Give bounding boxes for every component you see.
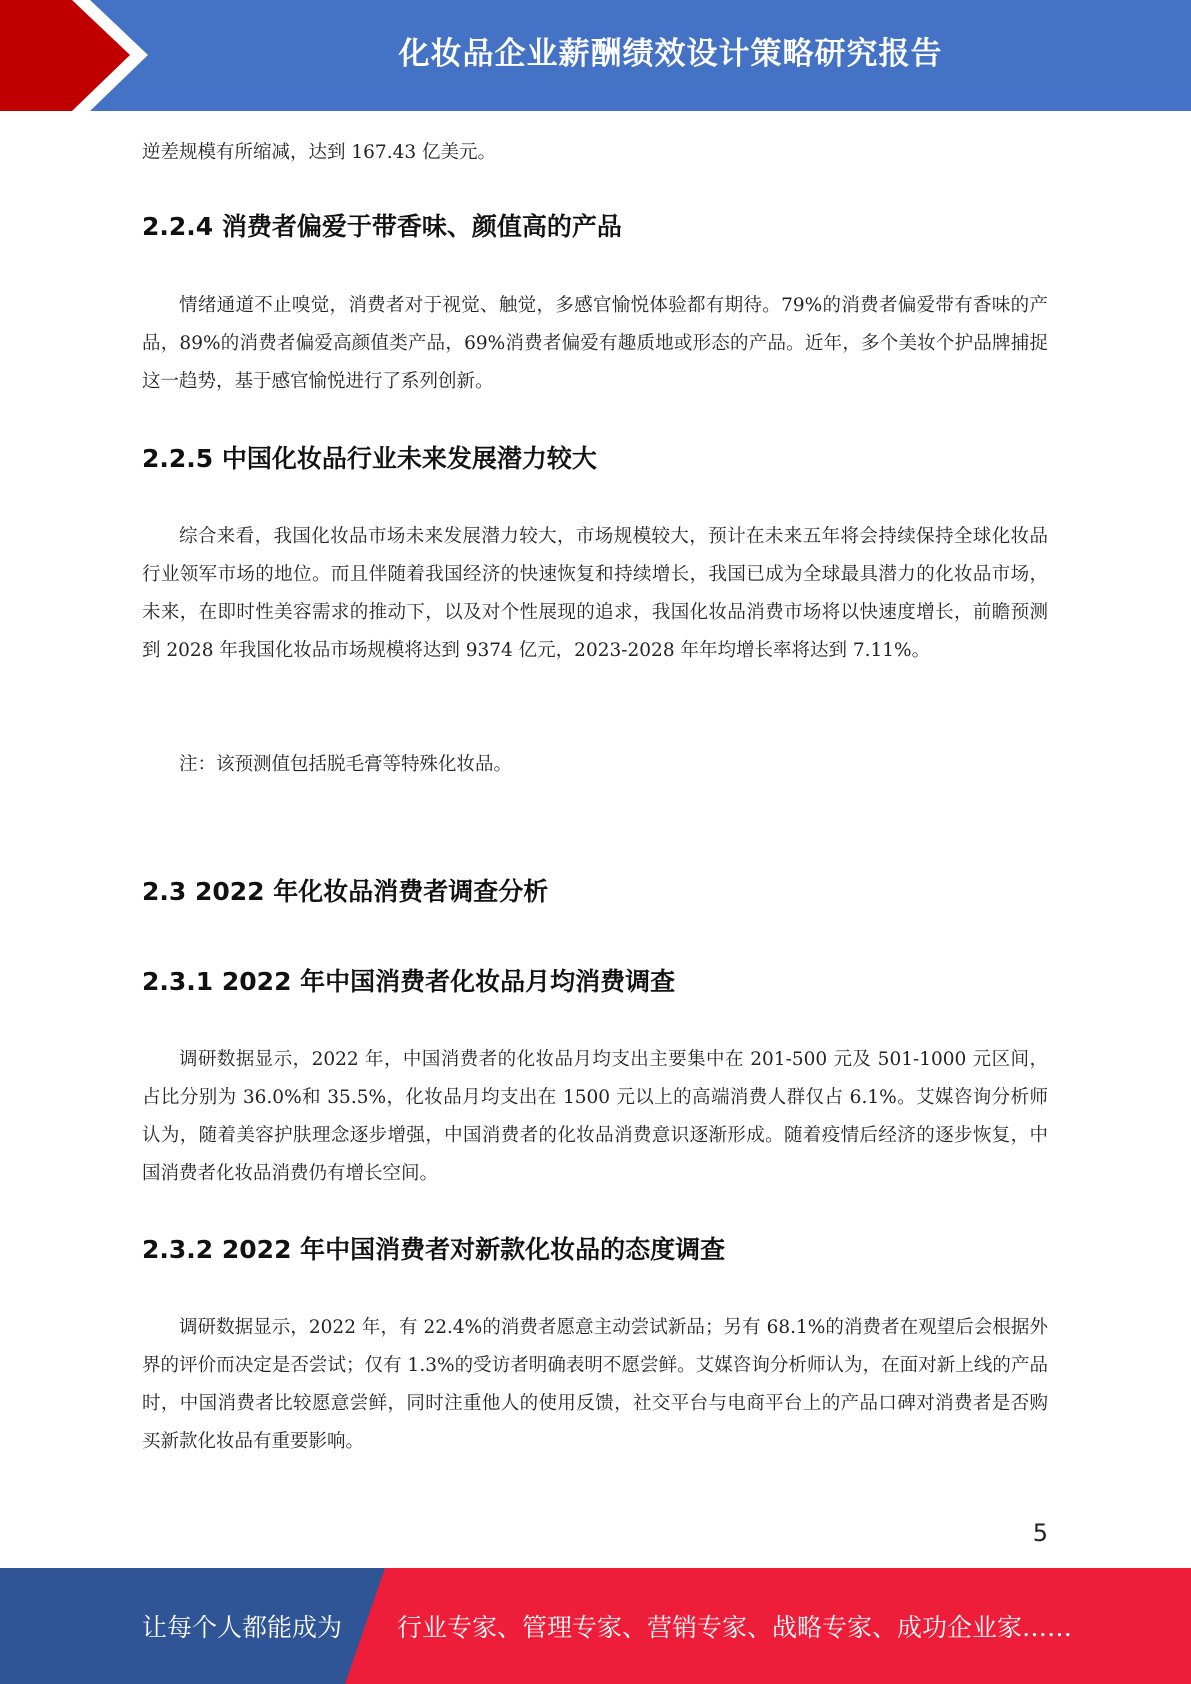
page-number: 5 <box>1032 1519 1048 1547</box>
paragraph-note: 注：该预测值包括脱毛膏等特殊化妆品。 <box>179 754 513 775</box>
heading-2-3: 2.3 2022 年化妆品消费者调查分析 <box>142 877 549 906</box>
footer-slogan-right: 行业专家、管理专家、营销专家、战略专家、成功企业家…… <box>397 1613 1073 1642</box>
header-title: 化妆品企业薪酬绩效设计策略研究报告 <box>398 35 943 72</box>
paragraph-intro: 逆差规模有所缩减，达到 167.43 亿美元。 <box>142 142 496 163</box>
paragraph-2-3-2: 调研数据显示，2022 年，有 22.4%的消费者愿意主动尝试新品；另有 68.1%的消费者在观望后会根据外界的评价而决定是否尝试；仅有 1.3%的受访者明确表明不愿尝鲜。艾媒咨询分析师认为，在面对新上线的产品时，中国消费者比较愿意尝鲜，同时注重他人的使用反馈，社交平台与电商平台上的产品口碑对消费者是否购买新款化妆品有重要影响。 <box>142 1317 1048 1452</box>
paragraph-2-2-4: 情绪通道不止嗅觉，消费者对于视觉、触觉，多感官愉悦体验都有期待。79%的消费者偏爱带有香味的产品，89%的消费者偏爱高颜值类产品，69%消费者偏爱有趣质地或形态的产品。近年，多个美妆个护品牌捕捉这一趋势，基于感官愉悦进行了系列创新。 <box>142 295 1048 392</box>
heading-2-3-1: 2.3.1 2022 年中国消费者化妆品月均消费调查 <box>142 967 676 996</box>
page-header <box>0 0 1191 111</box>
paragraph-2-3-1: 调研数据显示，2022 年，中国消费者的化妆品月均支出主要集中在 201-500 元及 501-1000 元区间，占比分别为 36.0%和 35.5%，化妆品月均支出在 1500 元以上的高端消费人群仅占 6.1%。艾媒咨询分析师认为，随着美容护肤理念逐步增强，中国消费者的化妆品消费意识逐渐形成。随着疫情后经济的逐步恢复，中国消费者化妆品消费仍有增长空间。 <box>142 1049 1048 1184</box>
footer-slogan-left: 让每个人都能成为 <box>142 1613 343 1642</box>
heading-2-2-4: 2.2.4 消费者偏爱于带香味、颜值高的产品 <box>142 212 622 241</box>
heading-2-2-5: 2.2.5 中国化妆品行业未来发展潜力较大 <box>142 444 597 473</box>
header-arrow-graphic <box>0 0 160 111</box>
paragraph-2-2-5: 综合来看，我国化妆品市场未来发展潜力较大，市场规模较大，预计在未来五年将会持续保持全球化妆品行业领军市场的地位。而且伴随着我国经济的快速恢复和持续增长，我国已成为全球最具潜力的化妆品市场，未来，在即时性美容需求的推动下，以及对个性展现的追求，我国化妆品消费市场将以快速度增长，前瞻预测到 2028 年我国化妆品市场规模将达到 9374 亿元，2023-2028 年年均增长率将达到 7.11%。 <box>142 526 1048 661</box>
page-footer <box>0 1568 1191 1684</box>
heading-2-3-2: 2.3.2 2022 年中国消费者对新款化妆品的态度调查 <box>142 1235 726 1264</box>
